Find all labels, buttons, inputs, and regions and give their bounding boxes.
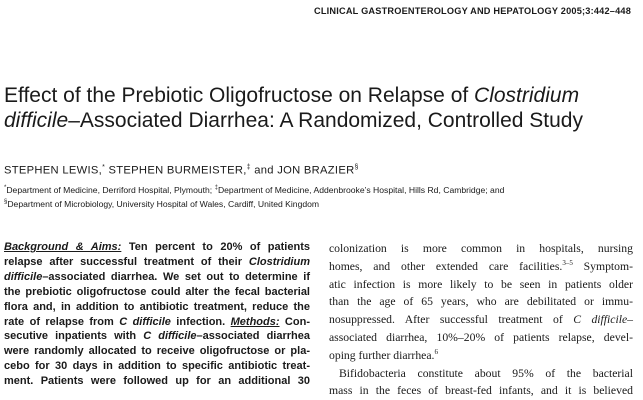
abstract-line: Background & Aims: Ten percent to 20% of patients [4,241,310,253]
abstract-line: cebo for 30 days in addition to specific antibiotic treat- [4,360,310,373]
abstract-line: relapse after successful treatment of their Clostridium [4,255,310,268]
body-line: oping further diarrhea.$^6$ [329,347,438,362]
body-line: homes, and other extended care facilities.$^{3-5}$ Symptom- [329,258,634,273]
abstract-line: flora and, in addition to antibiotic treatment, reduce the [4,300,310,313]
author-list [4,164,359,177]
abstract-line: the prebiotic oligofructose could alter the fecal bacterial [4,285,310,298]
title-line-2: difficile–Associated Diarrhea: A Randomized, Controlled Study [4,109,583,132]
body-text-column [329,240,633,400]
author-mark: * [102,164,106,171]
author-name: STEPHEN BURMEISTER, [105,164,247,177]
title-line-1: Effect of the Prebiotic Oligofructose on Relapse of Clostridium [4,84,580,107]
body-line: Bifidobacteria constitute about 95% of the bacterial [339,366,633,380]
body-line: associated diarrhea, 10%–20% of patients relapse, devel- [329,330,633,344]
abstract-line: rate of relapse from C difficile infection. Methods: Con- [4,315,310,328]
abstract [4,240,310,389]
abstract-line: ment. Patients were followed up for an additional 30 [4,375,310,388]
abstract-section-label: Methods: [230,315,280,328]
affiliation-line: §Department of Microbiology, University Hospital of Wales, Cardiff, United Kingdom [4,199,320,210]
reference-mark: 6 [434,347,438,356]
body-line: atic infection is more likely to be seen in patients older [329,277,633,291]
affiliation-line: *Department of Medicine, Derriford Hospital, Plymouth; ‡Department of Medicine, Addenbrooke’s Hospital, Hills Rd, Cambridge; and [4,184,505,195]
author-name: and JON BRAZIER [250,164,355,177]
journal-header: CLINICAL GASTROENTEROLOGY AND HEPATOLOGY 2005;3:442–448 [314,6,631,16]
abstract-line: were randomly allocated to receive oligofructose or pla- [4,345,310,358]
abstract-line: difficile–associated diarrhea. We set out to determine if [4,270,310,283]
abstract-section-label: Background & Aims: [4,241,122,253]
abstract-line: secutive inpatients with C difficile–associated diarrhea [4,330,310,343]
body-line: nosuppressed. After successful treatment of C difficile– [329,313,634,327]
body-line: than the age of 65 years, who are debilitated or immu- [329,295,633,309]
author-mark: § [354,164,359,171]
body-line: mass in the feces of breast-fed infants, and it is believed [329,384,633,398]
author-mark: ‡ [246,164,251,171]
affiliations [4,182,640,211]
reference-mark: 3–5 [562,258,573,267]
author-name: STEPHEN LEWIS, [4,164,103,177]
article-title [4,83,640,133]
body-line: colonization is more common in hospitals, nursing [329,242,633,255]
